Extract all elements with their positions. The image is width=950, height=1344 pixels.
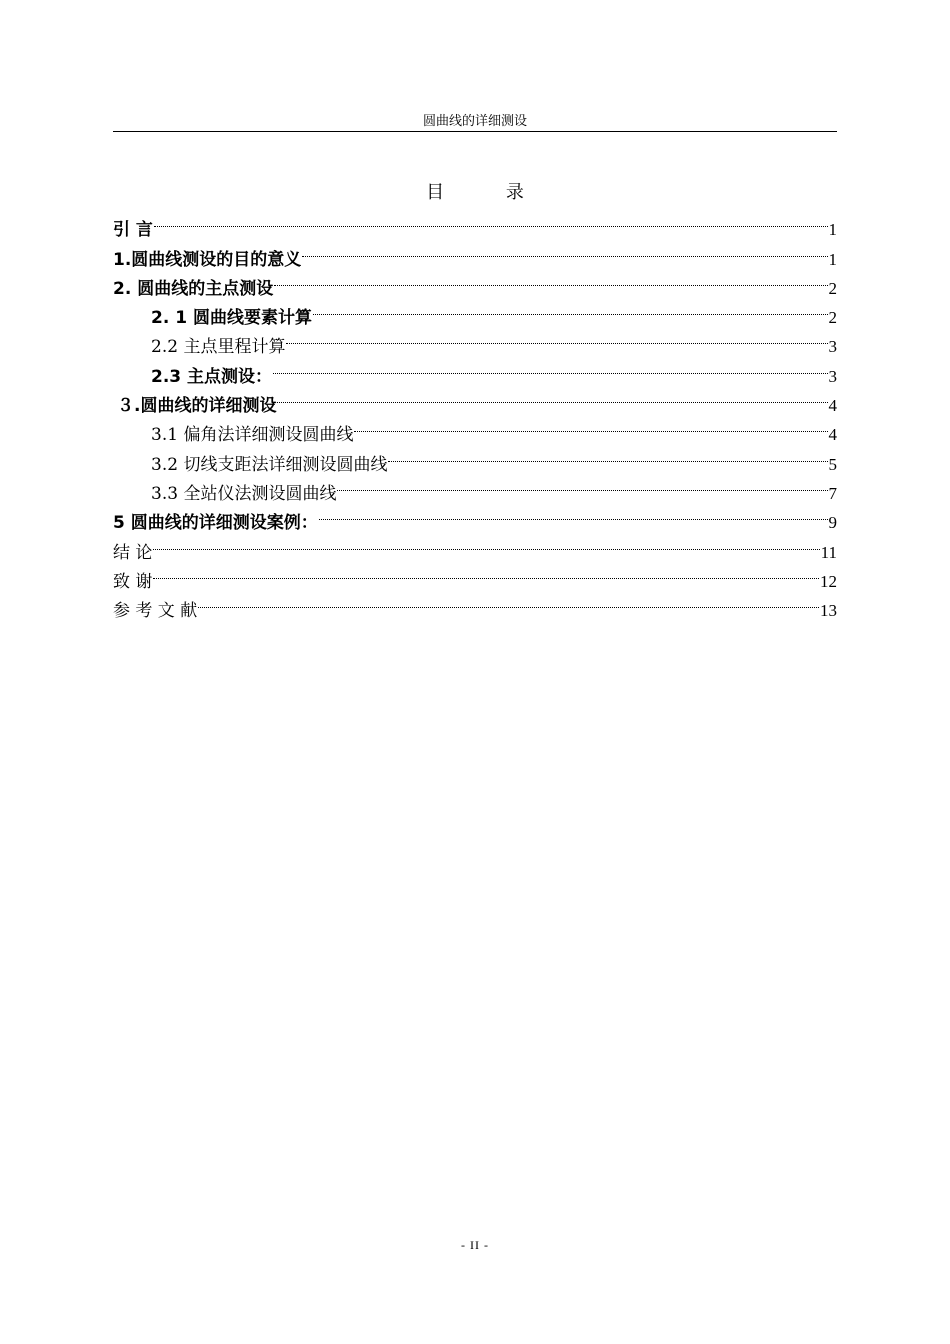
toc-entry[interactable] (113, 558, 837, 592)
toc-entry-label: 3.1 偏角法详细测设圆曲线 (151, 425, 354, 446)
toc-entry-label: 2. 1 圆曲线要素计算 (151, 308, 312, 329)
toc-leader-dots (302, 235, 827, 264)
toc-entry-label: 1.圆曲线测设的目的意义 (113, 249, 302, 270)
toc-leader-dots (274, 265, 827, 294)
toc-entry-page: 2 (828, 278, 837, 298)
toc-entry-page: 5 (828, 454, 837, 474)
toc-entry-label: 5 圆曲线的详细测设案例： (113, 513, 318, 534)
page-number: - II - (461, 1238, 489, 1252)
toc-entry-label: 3.3 全站仪法测设圆曲线 (151, 483, 337, 504)
toc-leader-dots (154, 206, 828, 235)
toc-entry-page: 13 (820, 601, 837, 621)
toc-entry-page: 2 (828, 308, 837, 328)
page-header (113, 112, 837, 132)
toc-entry-page: 3 (828, 366, 837, 386)
table-of-contents (113, 206, 837, 622)
toc-entry-label: 2.2 主点里程计算 (151, 337, 286, 358)
toc-entry-label: 引 言 (113, 220, 153, 241)
toc-entry[interactable] (113, 235, 837, 270)
toc-entry-label: 结 论 (113, 542, 153, 563)
toc-leader-dots (153, 558, 819, 587)
toc-leader-dots (337, 470, 827, 499)
header-title: 圆曲线的详细测设 (422, 114, 527, 129)
toc-entry-label: ３.圆曲线的详细测设 (117, 396, 277, 417)
toc-leader-dots (388, 440, 827, 469)
toc-leader-dots (354, 411, 827, 440)
toc-entry-page: 1 (828, 249, 837, 269)
toc-entry-page: 12 (820, 571, 837, 591)
toc-leader-dots (286, 323, 827, 352)
toc-entry-page: 3 (828, 337, 837, 357)
toc-leader-dots (313, 294, 828, 323)
toc-title: 目 录 (426, 182, 552, 203)
toc-entry-page: 9 (828, 513, 837, 533)
toc-leader-dots (319, 499, 828, 528)
page-footer (0, 1236, 950, 1254)
toc-entry-label: 2. 圆曲线的主点测设 (113, 278, 274, 299)
toc-entry-label: 参 考 文 献 (113, 601, 198, 622)
toc-entry-page: 4 (828, 396, 837, 416)
toc-entry[interactable] (113, 528, 837, 563)
toc-entry-page: 7 (828, 483, 837, 503)
toc-entry[interactable] (113, 206, 837, 241)
toc-entry-label: 致 谢 (113, 571, 153, 592)
toc-entry-page: 4 (828, 425, 837, 445)
toc-leader-dots (273, 352, 827, 381)
toc-leader-dots (198, 587, 819, 616)
toc-entry-page: 11 (820, 542, 837, 562)
toc-entry-page: 1 (828, 220, 837, 240)
toc-entry[interactable] (113, 587, 837, 622)
toc-entry-label: 2.3 主点测设： (151, 366, 273, 387)
toc-leader-dots (277, 382, 827, 411)
toc-leader-dots (153, 528, 819, 557)
toc-entry-label: 3.2 切线支距法详细测设圆曲线 (151, 454, 388, 475)
